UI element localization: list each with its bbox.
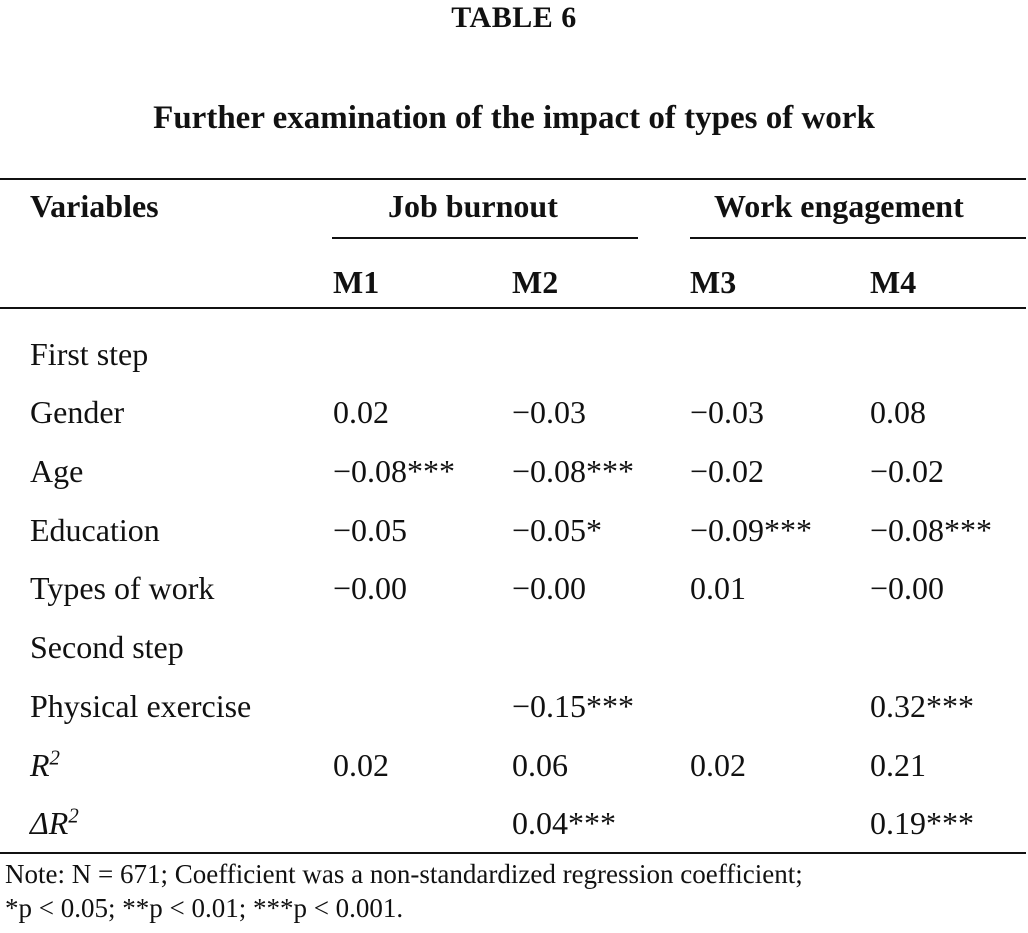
cell-gender-m2: −0.03 (512, 394, 587, 430)
row-label-second-step: Second step (30, 629, 184, 665)
r-squared-base: R (30, 747, 50, 783)
header-m4: M4 (870, 264, 917, 300)
header-m1: M1 (333, 264, 380, 300)
header-variables: Variables (30, 188, 159, 224)
row-label-education: Education (30, 512, 160, 548)
cell-r-squared-m3: 0.02 (690, 747, 746, 783)
cell-r-squared-m4: 0.21 (870, 747, 926, 783)
job-burnout-underline (332, 237, 638, 239)
cell-types-of-work-m1: −0.00 (333, 570, 408, 606)
row-label-physical-exercise: Physical exercise (30, 688, 252, 724)
row-label-age: Age (30, 453, 84, 489)
cell-types-of-work-m3: 0.01 (690, 570, 746, 606)
cell-delta-r-squared-m2: 0.04*** (512, 805, 616, 841)
cell-physical-exercise-m2: −0.15*** (512, 688, 635, 724)
note-line-2: *p < 0.05; **p < 0.01; ***p < 0.001. (5, 893, 404, 923)
header-m2: M2 (512, 264, 559, 300)
cell-gender-m3: −0.03 (690, 394, 765, 430)
work-engagement-underline (690, 237, 1026, 239)
cell-physical-exercise-m4: 0.32*** (870, 688, 974, 724)
row-label-gender: Gender (30, 394, 125, 430)
cell-age-m1: −0.08*** (333, 453, 456, 489)
header-rule (0, 307, 1026, 309)
delta-r-squared-exponent: 2 (68, 804, 79, 828)
table-note (5, 857, 1025, 925)
row-label-types-of-work: Types of work (30, 570, 215, 606)
cell-age-m3: −0.02 (690, 453, 765, 489)
cell-education-m1: −0.05 (333, 512, 408, 548)
cell-delta-r-squared-m4: 0.19*** (870, 805, 974, 841)
row-label-first-step: First step (30, 336, 149, 372)
note-line-1: Note: N = 671; Coefficient was a non-standardized regression coefficient; (5, 859, 803, 889)
cell-age-m2: −0.08*** (512, 453, 635, 489)
cell-r-squared-m2: 0.06 (512, 747, 568, 783)
cell-types-of-work-m2: −0.00 (512, 570, 587, 606)
cell-gender-m1: 0.02 (333, 394, 389, 430)
cell-age-m4: −0.02 (870, 453, 945, 489)
delta-r-squared-base: ΔR (30, 805, 69, 841)
r-squared-exponent: 2 (49, 746, 60, 770)
cell-gender-m4: 0.08 (870, 394, 926, 430)
row-label-delta-r-squared (30, 803, 79, 843)
table-title: Further examination of the impact of types of work (153, 100, 875, 136)
cell-r-squared-m1: 0.02 (333, 747, 389, 783)
cell-education-m4: −0.08*** (870, 512, 993, 548)
header-m3: M3 (690, 264, 737, 300)
cell-education-m2: −0.05* (512, 512, 603, 548)
bottom-rule (0, 852, 1026, 854)
row-label-r-squared (30, 745, 60, 785)
cell-education-m3: −0.09*** (690, 512, 813, 548)
cell-types-of-work-m4: −0.00 (870, 570, 945, 606)
header-job-burnout: Job burnout (388, 188, 558, 224)
header-work-engagement: Work engagement (714, 188, 964, 224)
top-rule (0, 178, 1026, 180)
table-label: TABLE 6 (451, 1, 577, 34)
